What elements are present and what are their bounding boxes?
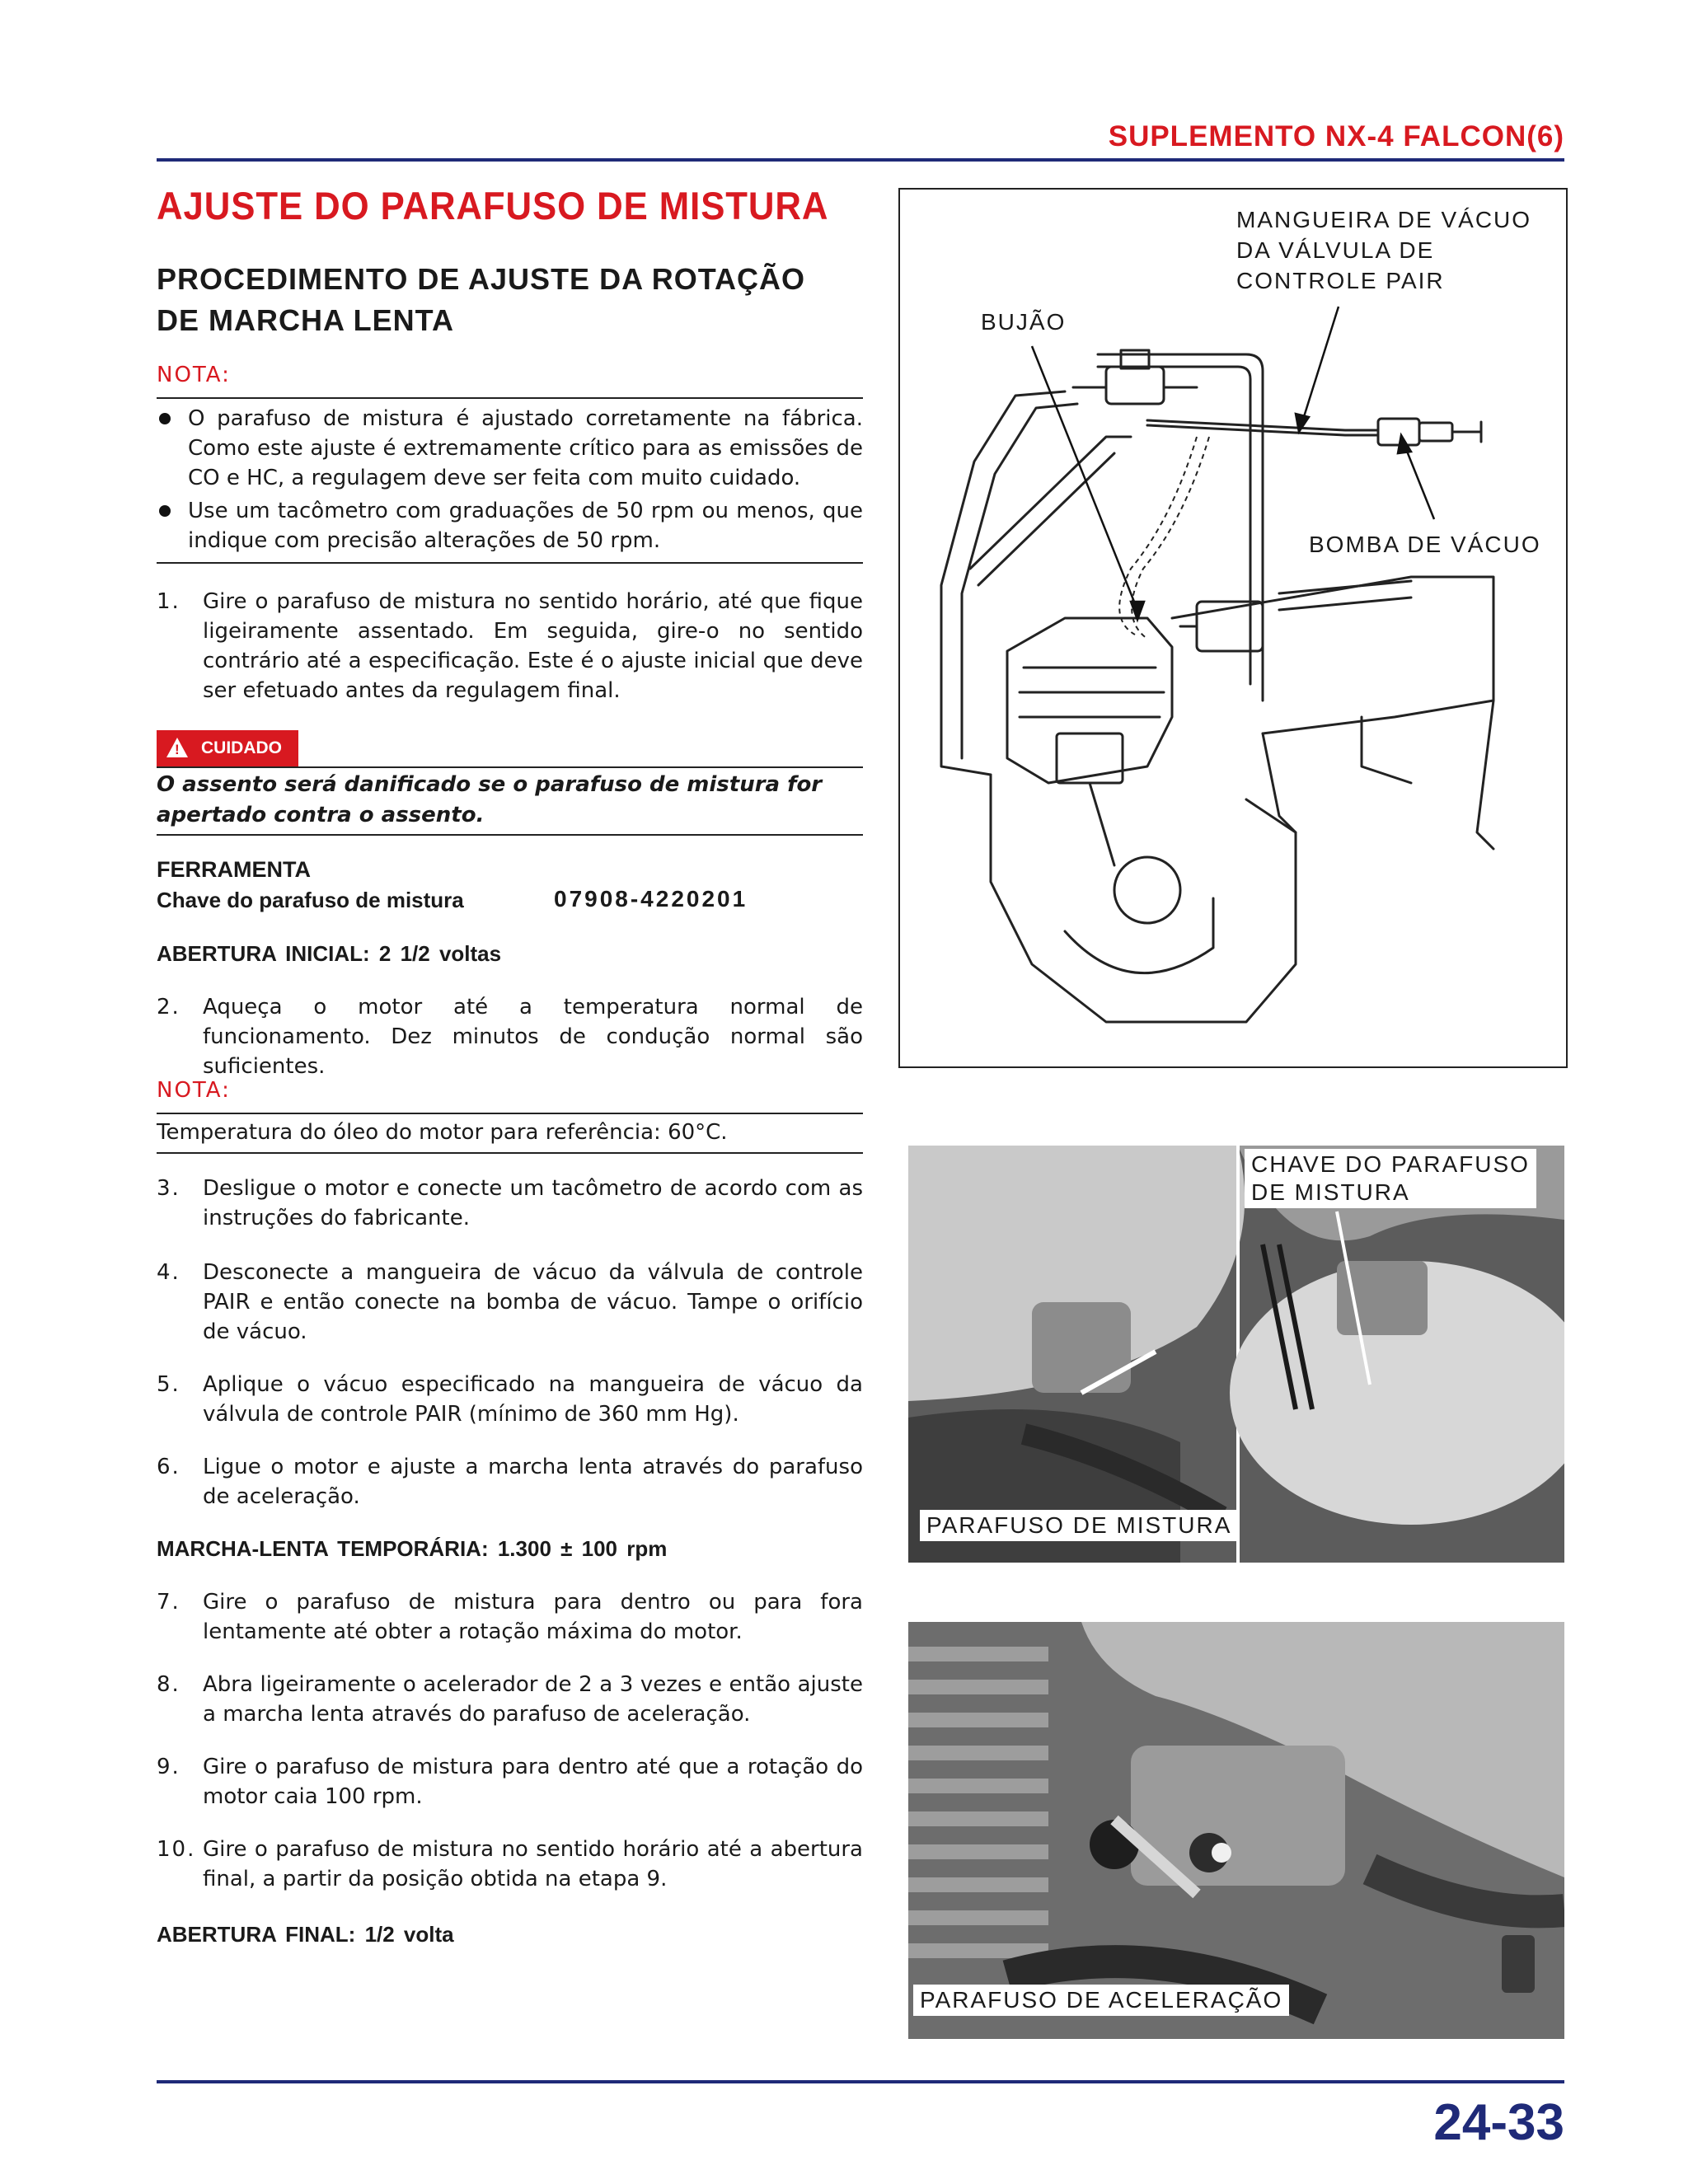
nota-text: Temperatura do óleo do motor para referência: 60°C. (157, 1120, 728, 1145)
step-number: 3. (157, 1176, 181, 1201)
step-number: 9. (157, 1755, 181, 1779)
wrench-label: CHAVE DO PARAFUSO DE MISTURA (1245, 1149, 1536, 1208)
step-item (157, 1670, 863, 1729)
mixture-screw-label: PARAFUSO DE MISTURA (920, 1510, 1238, 1541)
step-number: 5. (157, 1372, 181, 1397)
throttle-screw-label: PARAFUSO DE ACELERAÇÃO (913, 1985, 1289, 2016)
step-number: 8. (157, 1672, 181, 1697)
subsection-title-line1: PROCEDIMENTO DE AJUSTE DA ROTAÇÃO (157, 262, 806, 296)
tool-number: 07908-4220201 (554, 886, 748, 912)
nota-label: NOTA: (157, 363, 231, 387)
step-text: Gire o parafuso de mistura para dentro ou para fora lentamente até obter a rotação máxima do motor. (203, 1590, 863, 1644)
plug-label: BUJÃO (981, 309, 1067, 335)
note-item: Use um tacômetro com graduações de 50 rpm ou menos, que indique com precisão alterações de 50 rpm. (157, 496, 863, 555)
step-item (157, 992, 863, 1081)
divider (157, 834, 863, 836)
subsection-title-line2: DE MARCHA LENTA (157, 303, 454, 337)
step-item (157, 1174, 863, 1233)
divider (157, 397, 863, 399)
page-number: 24-33 (1433, 2094, 1564, 2151)
section-title: AJUSTE DO PARAFUSO DE MISTURA (157, 184, 829, 227)
divider (157, 562, 863, 564)
subsection-title (157, 259, 805, 341)
hose-label: MANGUEIRA DE VÁCUO DA VÁLVULA DE CONTROLE PAIR (1236, 207, 1532, 293)
step-text: Aqueça o motor até a temperatura normal de funcionamento. Dez minutos de condução normal são suficientes. (203, 995, 863, 1079)
initial-opening: ABERTURA INICIAL: 2 1/2 voltas (157, 941, 502, 966)
step-number: 7. (157, 1590, 181, 1615)
step-number: 1. (157, 589, 181, 614)
tool-name: Chave do parafuso de mistura (157, 888, 464, 912)
step-number: 4. (157, 1260, 181, 1285)
nota-label: NOTA: (157, 1078, 231, 1103)
step-number: 2. (157, 995, 181, 1019)
step-text: Desligue o motor e conecte um tacômetro de acordo com as instruções do fabricante. (203, 1176, 863, 1230)
step-text: Desconecte a mangueira de vácuo da válvula de controle PAIR e então conecte na bomba de vácuo. Tampe o orifício de vácuo. (203, 1260, 863, 1344)
step-item (157, 1370, 863, 1429)
caution-badge: ! CUIDADO (157, 730, 298, 766)
step-text: Gire o parafuso de mistura no sentido horário, até que fique ligeiramente assentado. Em seguida, gire-o no sentido contrário até a especificação. Este é o ajuste inicial que deve ser efetuado antes da regulagem final. (203, 589, 863, 703)
step-item (157, 1752, 863, 1811)
mixture-screw-photo (908, 1146, 1564, 1563)
step-text: Gire o parafuso de mistura no sentido horário até a abertura final, a partir da posição obtida na etapa 9. (203, 1837, 863, 1891)
tool-heading: FERRAMENTA (157, 857, 311, 882)
step-number: 6. (157, 1455, 181, 1479)
step-text: Abra ligeiramente o acelerador de 2 a 3 vezes e então ajuste a marcha lenta através do parafuso de aceleração. (203, 1672, 863, 1727)
final-opening: ABERTURA FINAL: 1/2 volta (157, 1922, 454, 1947)
supplement-header: SUPLEMENTO NX-4 FALCON(6) (1108, 120, 1564, 152)
footer-rule (157, 2080, 1564, 2083)
caution-label: CUIDADO (201, 738, 282, 757)
temporary-idle: MARCHA-LENTA TEMPORÁRIA: 1.300 ± 100 rpm (157, 1536, 668, 1561)
header-rule (157, 158, 1564, 162)
divider (157, 766, 863, 768)
divider (157, 1152, 863, 1154)
step-item (157, 1258, 863, 1347)
throttle-screw-photo (908, 1622, 1564, 2039)
step-item (157, 587, 863, 705)
step-text: Gire o parafuso de mistura para dentro até que a rotação do motor caia 100 rpm. (203, 1755, 863, 1809)
pair-valve-diagram (898, 188, 1568, 1068)
step-number: 10. (157, 1837, 196, 1862)
step-item (157, 1452, 863, 1511)
step-item (157, 1835, 863, 1894)
notes-list (157, 404, 863, 559)
vacuum-pump-label: BOMBA DE VÁCUO (1309, 532, 1541, 557)
divider (157, 1113, 863, 1114)
note-item: O parafuso de mistura é ajustado corretamente na fábrica. Como este ajuste é extremamente crítico para as emissões de CO e HC, a regulagem deve ser feita com muito cuidado. (157, 404, 863, 493)
step-item (157, 1587, 863, 1647)
caution-text: O assento será danificado se o parafuso de mistura for apertado contra o assento. (157, 772, 823, 827)
step-text: Ligue o motor e ajuste a marcha lenta através do parafuso de aceleração. (203, 1455, 863, 1509)
step-text: Aplique o vácuo especificado na mangueira de vácuo da válvula de controle PAIR (mínimo de 360 mm Hg). (203, 1372, 863, 1427)
